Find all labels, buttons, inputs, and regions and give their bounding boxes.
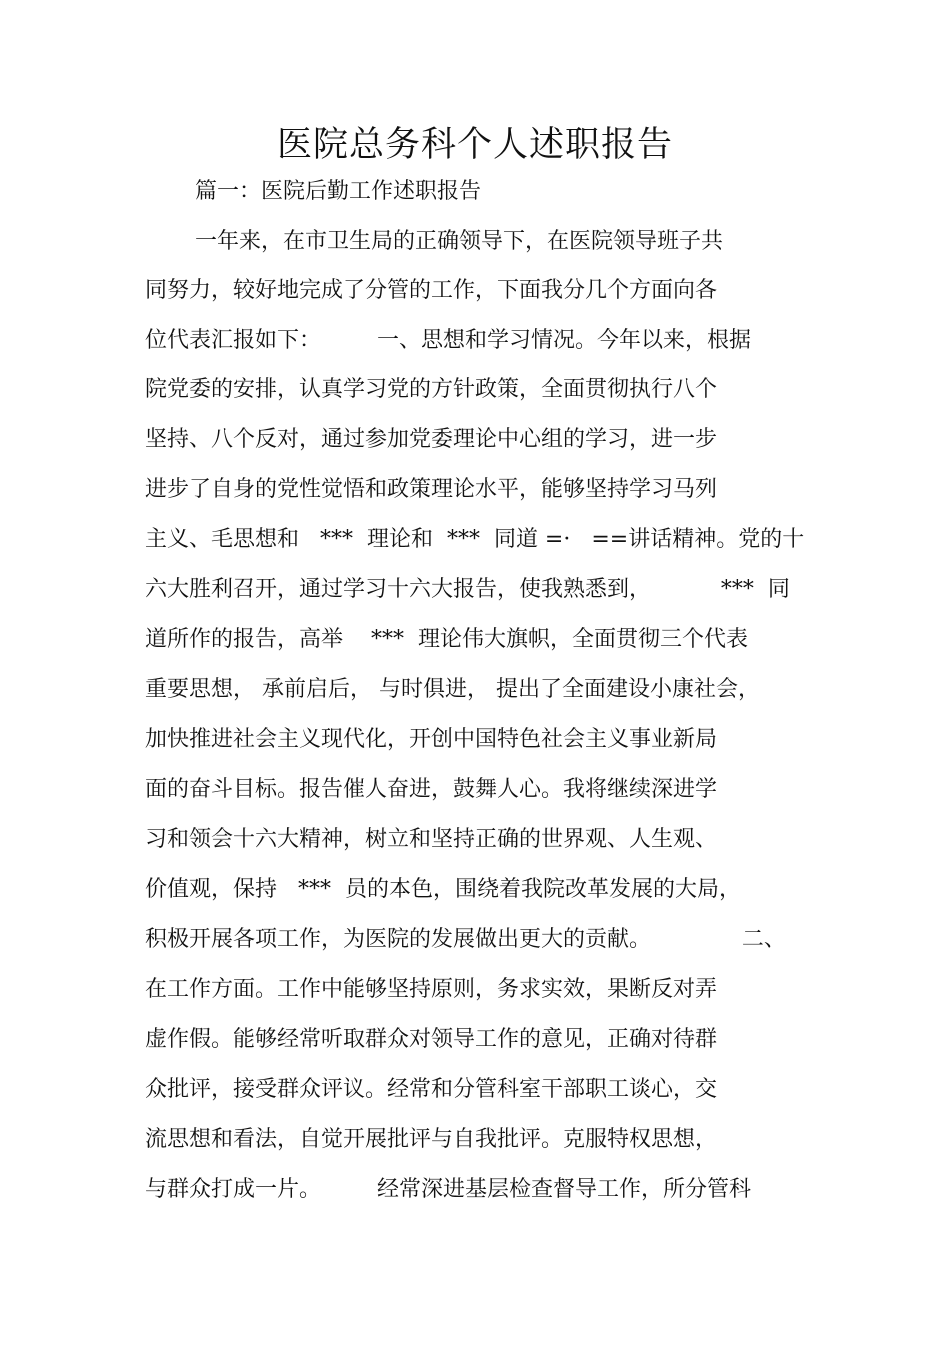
paragraph-line: 位代表汇报如下： 一、思想和学习情况。今年以来，根据	[145, 328, 751, 353]
paragraph-line: 虚作假。能够经常听取群众对领导工作的意见，正确对待群	[145, 1027, 718, 1052]
paragraph-line: 同努力，较好地完成了分管的工作，下面我分几个方面向各	[145, 278, 718, 303]
paragraph-line: 坚持、八个反对，通过参加党委理论中心组的学习，进一步	[145, 427, 718, 452]
document-subtitle: 篇一：医院后勤工作述职报告	[195, 179, 482, 204]
paragraph-line: 与群众打成一片。 经常深进基层检查督导工作，所分管科	[145, 1177, 751, 1202]
paragraph-line: 道所作的报告，高举 *** 理论伟大旗帜，全面贯彻三个代表	[145, 627, 748, 652]
paragraph-line: 面的奋斗目标。报告催人奋进，鼓舞人心。我将继续深进学	[145, 777, 718, 802]
paragraph-line: 价值观，保持 *** 员的本色，围绕着我院改革发展的大局，	[145, 877, 741, 902]
document-title: 医院总务科个人述职报告	[276, 125, 673, 165]
paragraph-line: 院党委的安排，认真学习党的方针政策，全面贯彻执行八个	[145, 377, 718, 402]
paragraph-line: 重要思想， 承前启后， 与时俱进， 提出了全面建设小康社会，	[145, 677, 760, 702]
paragraph-line: 积极开展各项工作，为医院的发展做出更大的贡献。 二、	[145, 927, 786, 952]
paragraph-line: 加快推进社会主义现代化，开创中国特色社会主义事业新局	[145, 727, 718, 752]
paragraph-line: 进步了自身的党性觉悟和政策理论水平，能够坚持学习马列	[145, 477, 718, 502]
paragraph-line: 众批评，接受群众评议。经常和分管科室干部职工谈心，交	[145, 1077, 718, 1102]
paragraph-line: 在工作方面。工作中能够坚持原则，务求实效，果断反对弄	[145, 977, 718, 1002]
paragraph-line: 主义、毛思想和 *** 理论和 *** 同道 =· ==讲话精神。党的十	[145, 527, 805, 552]
paragraph-line: 一年来，在市卫生局的正确领导下，在医院领导班子共	[195, 229, 724, 254]
paragraph-line: 流思想和看法，自觉开展批评与自我批评。克服特权思想，	[145, 1127, 718, 1152]
paragraph-line: 六大胜利召开，通过学习十六大报告，使我熟悉到， *** 同	[145, 577, 790, 602]
paragraph-line: 习和领会十六大精神，树立和坚持正确的世界观、人生观、	[145, 827, 718, 852]
